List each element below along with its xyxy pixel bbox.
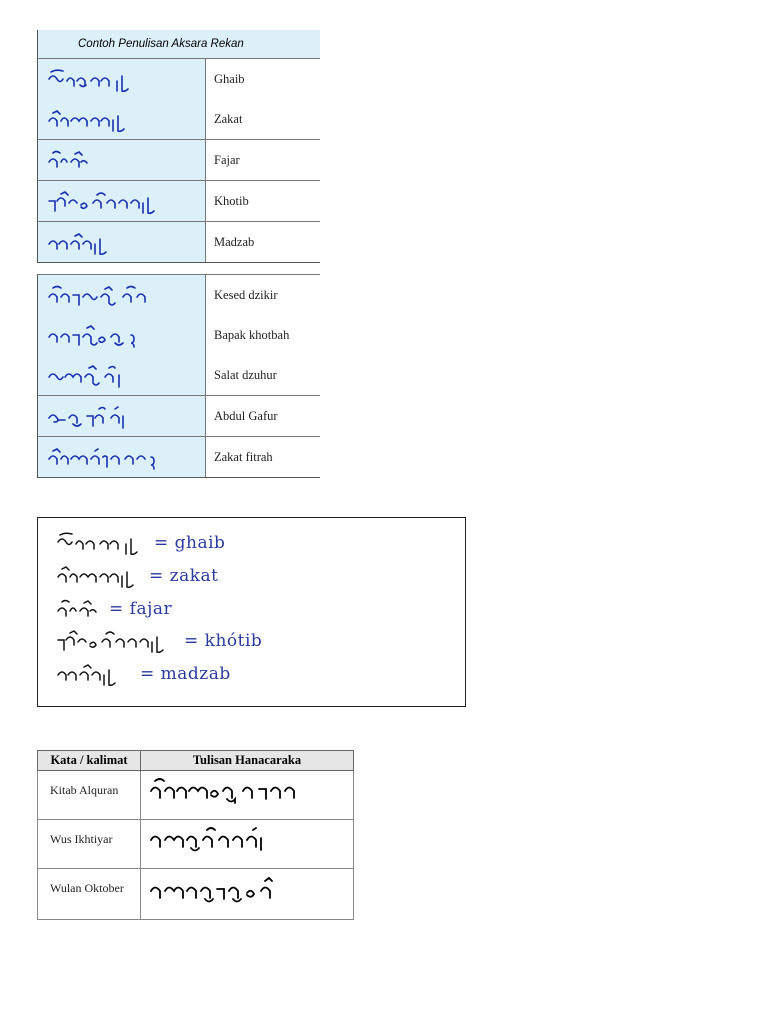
javanese-script-cell: [38, 315, 206, 355]
javanese-script-image: [47, 107, 127, 133]
latin-phrase: Abdul Gafur: [214, 409, 278, 423]
javanese-script-image: [47, 323, 187, 351]
column-header-word: Kata / kalimat: [38, 751, 141, 771]
latin-equation: = zakat: [149, 566, 219, 586]
latin-equation: = madzab: [140, 664, 231, 684]
javanese-script-cell: [38, 222, 206, 262]
javanese-script-cell: [38, 396, 206, 436]
latin-word: Fajar: [214, 153, 240, 167]
javanese-script-image: [47, 363, 147, 389]
javanese-script-image: [47, 148, 92, 172]
equation-row: [56, 528, 225, 558]
javanese-script-image: [56, 530, 146, 556]
javanese-script-cell: [38, 140, 206, 180]
table-header-row: [38, 751, 354, 771]
javanese-script-image: [47, 189, 162, 215]
javanese-script-image: [56, 628, 176, 654]
word-cell: Kitab Alquran: [38, 771, 141, 820]
javanese-script-image: [147, 824, 307, 860]
latin-equation: = fajar: [109, 599, 173, 619]
latin-phrase: Salat dzuhur: [214, 368, 277, 382]
latin-word: Zakat: [214, 112, 243, 126]
table-row: [38, 58, 320, 99]
hanacaraka-cell: [141, 820, 354, 869]
equation-row: [56, 561, 219, 591]
table-row: [38, 820, 354, 869]
equation-row: [56, 626, 262, 656]
javanese-script-cell: [38, 437, 206, 477]
latin-equation: = ghaib: [154, 533, 226, 553]
table-row: [38, 436, 320, 477]
javanese-script-cell: [38, 181, 206, 221]
javanese-script-image: [147, 873, 347, 911]
equation-row: [56, 659, 231, 689]
javanese-script-image: [47, 404, 147, 430]
latin-word: Madzab: [214, 235, 255, 249]
latin-word: Khotib: [214, 194, 249, 208]
hanacaraka-table: [37, 750, 354, 920]
table-row: [38, 315, 320, 355]
aksara-rekan-table-2: [37, 274, 320, 478]
javanese-script-image: [47, 230, 117, 256]
table-row: [38, 771, 354, 820]
latin-phrase: Kesed dzikir: [214, 288, 278, 302]
latin-phrase: Bapak khotbah: [214, 328, 290, 342]
aksara-rekan-table: [37, 30, 320, 263]
word-cell: Wulan Oktober: [38, 869, 141, 920]
javanese-script-image: [47, 445, 187, 471]
table-title: Contoh Penulisan Aksara Rekan: [37, 30, 320, 58]
word-cell: Wus Ikhtiyar: [38, 820, 141, 869]
table-row: [38, 180, 320, 221]
javanese-script-cell: [38, 99, 206, 139]
javanese-script-image: [47, 283, 157, 309]
latin-equation: = khótib: [184, 631, 263, 651]
javanese-script-image: [56, 563, 141, 589]
hanacaraka-cell: [141, 771, 354, 820]
column-header-hanacaraka: Tulisan Hanacaraka: [141, 751, 354, 771]
table-row: [38, 869, 354, 920]
javanese-script-cell: [38, 355, 206, 395]
javanese-script-image: [47, 67, 142, 93]
latin-word: Ghaib: [214, 72, 245, 86]
table-row: [38, 99, 320, 139]
table-row: [38, 275, 320, 315]
hanacaraka-cell: [141, 869, 354, 920]
table-row: [38, 221, 320, 262]
table-row: [38, 139, 320, 180]
javanese-script-image: [147, 775, 342, 811]
javanese-script-image: [56, 597, 101, 621]
javanese-script-image: [56, 661, 132, 687]
transliteration-box: [37, 517, 466, 707]
javanese-script-cell: [38, 275, 206, 315]
latin-phrase: Zakat fitrah: [214, 450, 273, 464]
javanese-script-cell: [38, 59, 206, 99]
equation-row: [56, 594, 172, 624]
table-row: [38, 395, 320, 436]
table-row: [38, 355, 320, 395]
